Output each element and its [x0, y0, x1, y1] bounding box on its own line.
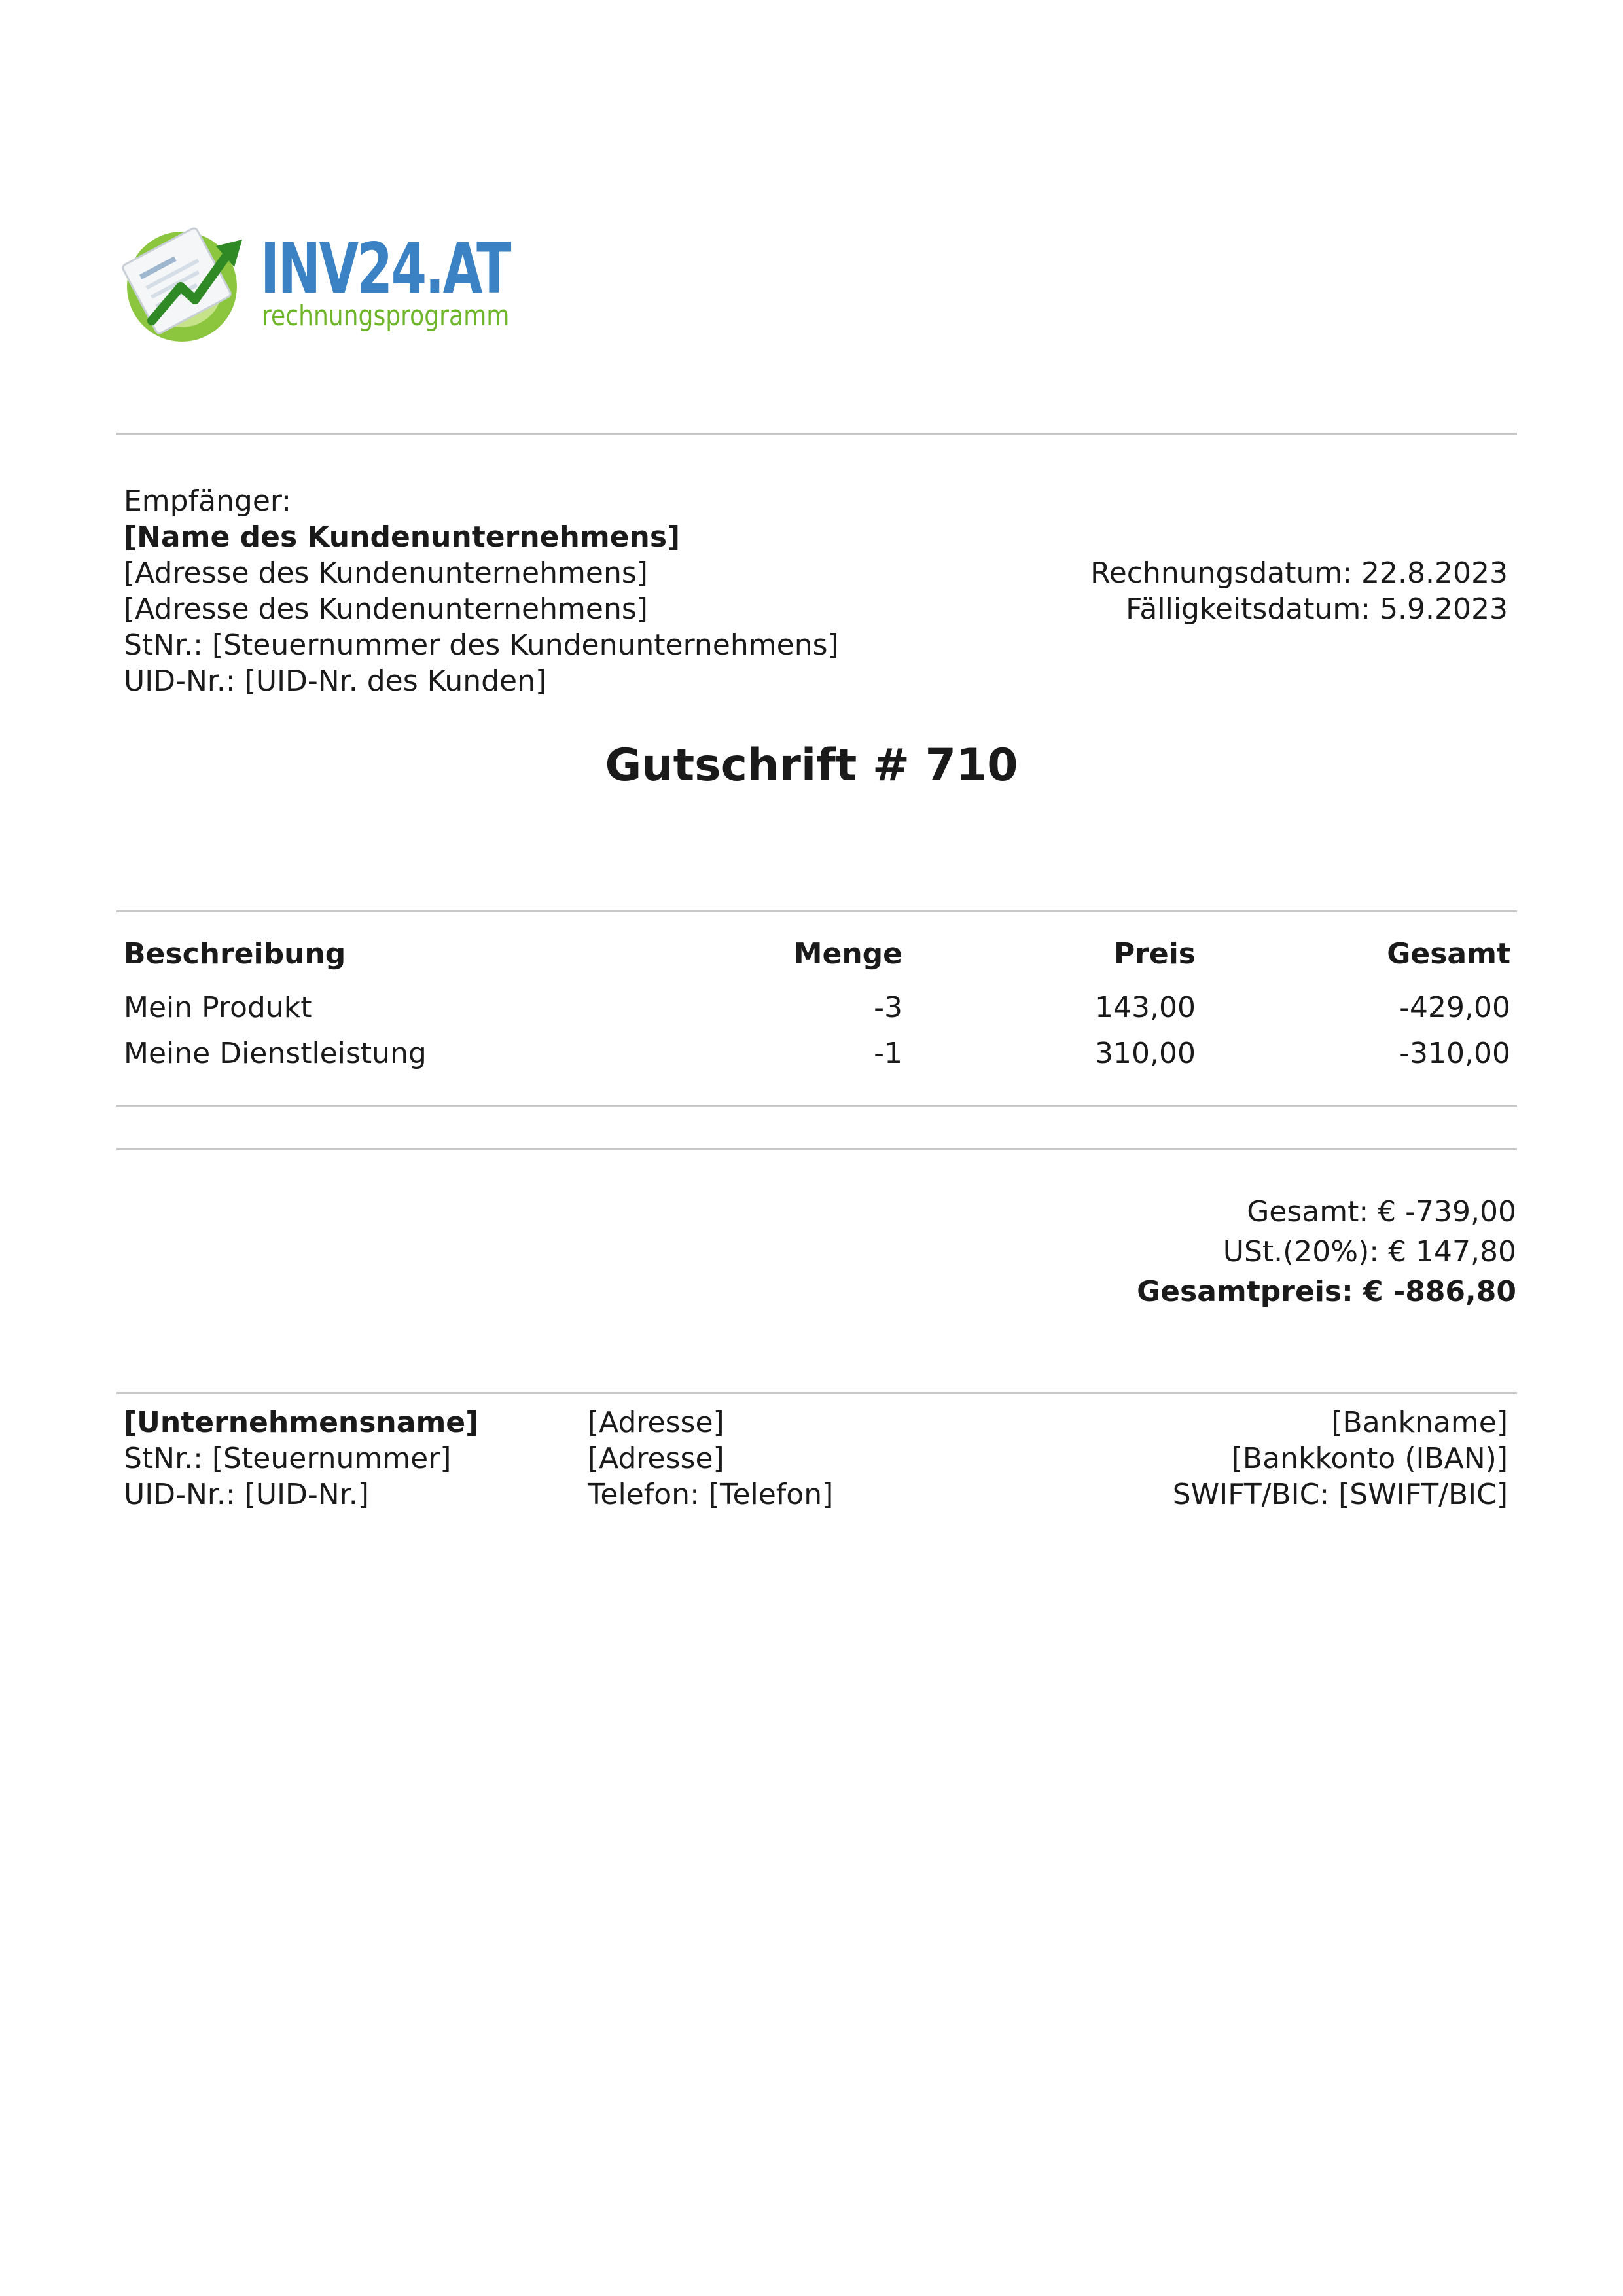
table-row: [124, 990, 1510, 1035]
company-logo: [118, 209, 510, 347]
item-price: 143,00: [1095, 991, 1196, 1024]
recipient-tax-number: StNr.: [Steuernummer des Kundenunternehmens]: [124, 628, 839, 662]
item-quantity: -1: [874, 1037, 902, 1070]
footer-divider: [116, 1392, 1517, 1394]
footer-iban: [Bankkonto (IBAN)]: [1231, 1442, 1508, 1475]
footer-swift: SWIFT/BIC: [SWIFT/BIC]: [1172, 1478, 1508, 1511]
footer-vat-id: UID-Nr.: [UID-Nr.]: [124, 1478, 369, 1511]
header-price: Preis: [1113, 937, 1196, 971]
recipient-block: [124, 483, 974, 699]
totals-top-divider: [116, 1148, 1517, 1150]
totals-block: [862, 1194, 1516, 1314]
item-description: Mein Produkt: [124, 991, 312, 1024]
item-quantity: -3: [874, 991, 902, 1024]
table-bottom-divider: [116, 1105, 1517, 1107]
footer-address-line-1: [Adresse]: [588, 1406, 724, 1439]
header-divider: [116, 433, 1517, 435]
vat-amount: USt.(20%): € 147,80: [1222, 1235, 1516, 1268]
item-total: -429,00: [1399, 991, 1510, 1024]
footer-company: [124, 1405, 478, 1513]
footer-bank-name: [Bankname]: [1331, 1406, 1508, 1439]
recipient-vat-id: UID-Nr.: [UID-Nr. des Kunden]: [124, 664, 547, 698]
invoice-dates: [919, 555, 1508, 627]
recipient-address-line-2: [Adresse des Kundenunternehmens]: [124, 592, 648, 626]
grand-total: Gesamtpreis: € -886,80: [1137, 1275, 1516, 1308]
logo-tagline: rechnungsprogramm: [262, 299, 510, 332]
footer-bank: [1173, 1405, 1508, 1513]
item-description: Meine Dienstleistung: [124, 1037, 427, 1070]
header-total: Gesamt: [1387, 937, 1510, 971]
item-total: -310,00: [1399, 1037, 1510, 1070]
table-top-divider: [116, 910, 1517, 912]
footer-tax-number: StNr.: [Steuernummer]: [124, 1442, 452, 1475]
recipient-address-line-1: [Adresse des Kundenunternehmens]: [124, 556, 648, 590]
document-title: Gutschrift # 710: [605, 740, 1018, 791]
logo-brand-text: INV24.AT: [260, 228, 510, 309]
footer-phone: Telefon: [Telefon]: [588, 1478, 834, 1511]
footer-company-name: [Unternehmensname]: [124, 1406, 479, 1439]
recipient-label: Empfänger:: [124, 484, 292, 518]
logo-emblem-icon: [118, 209, 249, 347]
invoice-date: Rechnungsdatum: 22.8.2023: [1090, 556, 1508, 590]
header-description: Beschreibung: [124, 937, 346, 971]
item-price: 310,00: [1095, 1037, 1196, 1070]
footer-contact: [588, 1405, 833, 1513]
table-row: [124, 1035, 1510, 1081]
table-header-row: [124, 936, 1510, 990]
items-table: [124, 936, 1510, 1081]
footer-address-line-2: [Adresse]: [588, 1442, 724, 1475]
subtotal: Gesamt: € -739,00: [1247, 1195, 1516, 1229]
header-quantity: Menge: [793, 937, 902, 971]
recipient-company-name: [Name des Kundenunternehmens]: [124, 520, 681, 554]
due-date: Fälligkeitsdatum: 5.9.2023: [1126, 592, 1508, 626]
